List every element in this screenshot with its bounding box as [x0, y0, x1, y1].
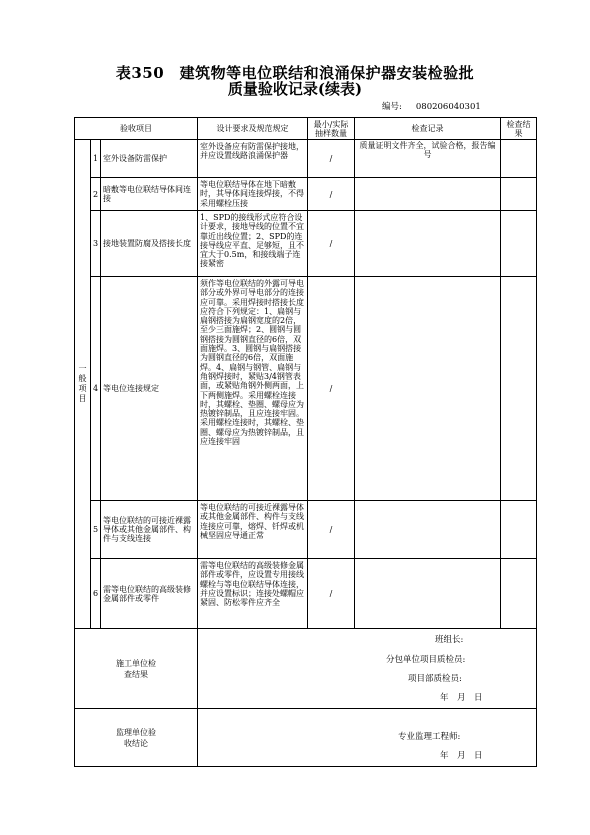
row-result [501, 501, 537, 559]
supervision-engineer-label: 专业监理工程师: [398, 732, 461, 742]
supervision-date: 年 月 日 [440, 751, 483, 761]
row-result [501, 277, 537, 501]
table-row [75, 501, 537, 559]
row-record [355, 211, 501, 277]
table-row [75, 178, 537, 211]
row-record [355, 501, 501, 559]
construction-sign-area [198, 629, 537, 709]
table-row [75, 140, 537, 178]
header-result: 检查结果 [501, 118, 537, 140]
supervision-sign-area [198, 709, 537, 767]
category-cell [75, 140, 91, 629]
row-item: 室外设备防雷保护 [101, 140, 198, 178]
code-value: 080206040301 [415, 102, 481, 112]
header-sample: 最小/实际抽样数量 [308, 118, 355, 140]
row-requirement: 需等电位联结的高级装修金属部件或零件，应设置专用接线螺栓与等电位联结导体连接，并应设置标识；连接处螺帽应紧固、防松零件应齐全 [198, 559, 308, 629]
row-record [355, 178, 501, 211]
row-requirement: 等电位联结的可接近裸露导体或其他金属部件、构件与支线连接应可靠，熔焊、钎焊或机械坚固应导通正常 [198, 501, 308, 559]
document-title: 表350 建筑物等电位联结和浪涌保护器安装检验批 [115, 64, 475, 82]
row-item: 暗敷等电位联结导体间连接 [101, 178, 198, 211]
row-number: 5 [91, 501, 101, 559]
header-row [75, 118, 537, 140]
row-requirement: 等电位联结导体在地下暗敷时，其导体间连接焊接，不得采用螺栓压接 [198, 178, 308, 211]
row-sample: / [308, 501, 355, 559]
table-row [75, 559, 537, 629]
table-row [75, 277, 537, 501]
project-inspector-label: 项目部质检员: [408, 674, 462, 684]
row-number: 6 [91, 559, 101, 629]
team-leader-label: 班组长: [435, 635, 464, 645]
code-label: 编号: [382, 102, 402, 112]
header-item: 验收项目 [75, 118, 198, 140]
row-number: 3 [91, 211, 101, 277]
row-sample: / [308, 140, 355, 178]
row-item: 等电位连接规定 [101, 277, 198, 501]
sub-inspector-label: 分包单位项目质检员: [386, 655, 466, 665]
row-item: 等电位联结的可接近裸露导体或其他金属部件、构件与支线连接 [101, 501, 198, 559]
row-record [355, 559, 501, 629]
row-number: 4 [91, 277, 101, 501]
row-item: 接地装置防腐及搭接长度 [101, 211, 198, 277]
header-record: 检查记录 [355, 118, 501, 140]
row-requirement: 室外设备应有防雷保护接地，并应设置线路浪涌保护器 [198, 140, 308, 178]
document-subtitle: 质量验收记录(续表) [227, 80, 363, 98]
row-record: 质量证明文件齐全，试验合格，报告编号 [355, 140, 501, 178]
construction-date: 年 月 日 [440, 693, 483, 703]
document-code [382, 100, 495, 112]
row-result [501, 140, 537, 178]
row-requirement: 1、SPD的接线形式应符合设计要求，接地导线的位置不宜靠近出线位置；2、SPD的连接导线应平直、足够短，且不宜大于0.5m，和接线端子连接紧密 [198, 211, 308, 277]
row-item: 需等电位联结的高级装修金属部件或零件 [101, 559, 198, 629]
category-label: 一般项目 [78, 364, 87, 403]
row-result [501, 559, 537, 629]
supervision-label: 监理单位验收结论 [75, 709, 198, 767]
construction-label: 施工单位检查结果 [75, 629, 198, 709]
row-requirement: 须作等电位联结的外露可导电部分或外界可导电部分的连接应可靠。采用焊接时搭接长度应符合下列规定：1、扁钢与扁钢搭接为扁钢宽度的2倍，至少三面施焊；2、圆钢与圆钢搭接为圆钢直径的6倍，双面施焊。3、圆钢与扁钢搭接为圆钢直径的6倍，双面施焊。4、扁钢与钢管、扁钢与角钢焊接时，紧贴3/4钢管表面，或紧贴角钢外侧两面，上下两侧施焊。采用螺栓连接时，其螺栓、垫圈、螺母应为热镀锌制品，且应连接牢固。采用螺栓连接时，其螺栓、垫圈、螺母应为热镀锌制品，且应连接牢固 [198, 277, 308, 501]
row-sample: / [308, 178, 355, 211]
header-requirement: 设计要求及规范规定 [198, 118, 308, 140]
row-sample: / [308, 559, 355, 629]
row-result [501, 178, 537, 211]
row-result [501, 211, 537, 277]
row-number: 1 [91, 140, 101, 178]
inspection-table [74, 117, 537, 767]
row-record [355, 277, 501, 501]
row-sample: / [308, 277, 355, 501]
row-sample: / [308, 211, 355, 277]
row-number: 2 [91, 178, 101, 211]
table-row [75, 211, 537, 277]
